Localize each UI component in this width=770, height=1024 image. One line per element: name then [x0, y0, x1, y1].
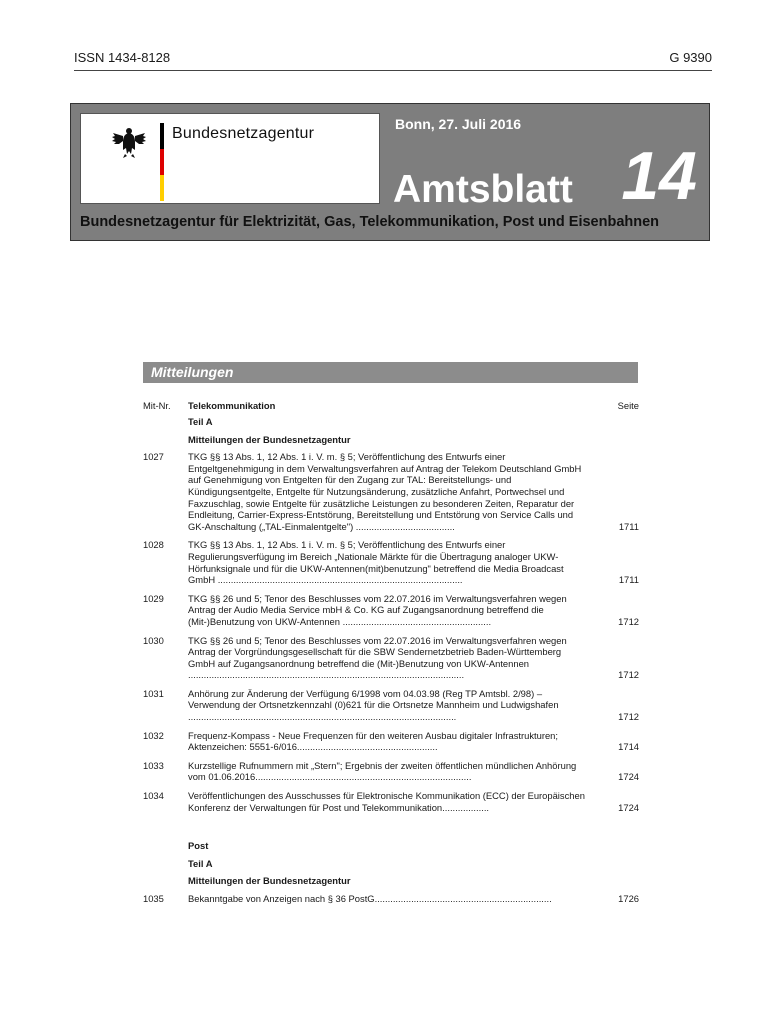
toc-entry[interactable] — [143, 593, 639, 628]
flag-stripe-red — [160, 149, 164, 175]
entry-page: 1712 — [618, 615, 639, 627]
issue-number: 14 — [621, 138, 697, 214]
entry-page: 1711 — [618, 574, 639, 586]
entry-number: 1034 — [143, 790, 164, 802]
issue-date: Bonn, 27. Juli 2016 — [395, 116, 522, 132]
table-of-contents — [143, 400, 639, 912]
entry-title: TKG §§ 13 Abs. 1, 12 Abs. 1 i. V. m. § 5; Veröffentlichung des Entwurfs einer Regulierungsverfügung im Bereich „Nationale Märkte für die Übertragung analoger UKW-Hörfunksignale und für die UKW-Antennen(mit)benutzung" betreffend die Media Broadcast GmbH .............................................................................................. — [188, 539, 564, 586]
issn-number: ISSN 1434-8128 — [74, 50, 171, 65]
spacer — [143, 820, 639, 840]
telekom-entry-list — [143, 451, 639, 813]
entry-number: 1032 — [143, 729, 164, 741]
entry-number: 1027 — [143, 451, 164, 463]
category-heading-post: Post — [188, 840, 209, 852]
entry-page: 1712 — [618, 711, 639, 723]
entry-title: Veröffentlichungen des Ausschusses für Elektronische Kommunikation (ECC) der Europäischen Konferenz der Verwaltungen für Post und Telekommunikation.................. — [188, 790, 585, 813]
page-header-line — [74, 50, 712, 71]
publication-title: Amtsblatt — [393, 168, 573, 211]
subheading: Mitteilungen der Bundesnetzagentur — [188, 875, 351, 887]
entry-page: 1711 — [618, 520, 639, 532]
entry-title: TKG §§ 13 Abs. 1, 12 Abs. 1 i. V. m. § 5; Veröffentlichung des Entwurfs einer Entgeltgenehmigung in dem Verwaltungsverfahren auf Antrag der Telekom Deutschland GmbH auf Genehmigung von Entgelten für den Zugang zur TAL: Bereitstellungs- und Kündigungsentgelte, Entgelte für Nutzungsänderung, zusätzliche Anfahrt, Portwechsel und Faxzuschlag, sowie Entgelte für zusätzliche Leistungen zu besonderen Zeiten, Reparatur der Endleitung, Carrier-Express-Entstörung, Bereitstellung und Entstörung von Service Calls und GK-Anschaltung („TAL-Einmalentgelte") ...................................... — [188, 451, 582, 532]
post-entry-list — [143, 893, 639, 905]
toc-entry[interactable] — [143, 539, 639, 585]
publication-subtitle: Bundesnetzagentur für Elektrizität, Gas, Telekommunikation, Post und Eisenbahnen — [80, 214, 660, 230]
entry-number: 1029 — [143, 592, 164, 604]
entry-title: Bekanntgabe von Anzeigen nach § 36 PostG.................................................................... — [188, 893, 552, 904]
masthead — [70, 103, 710, 241]
flag-stripe-black — [160, 123, 164, 149]
entry-title: Anhörung zur Änderung der Verfügung 6/1998 vom 04.03.98 (Reg TP Amtsbl. 2/98) – Verwendung der Ortsnetzkennzahl (0)621 für die Ortsnetze Mannheim und Ludwigshafen ....................................................................................................... — [188, 687, 559, 723]
toc-column-header — [143, 400, 639, 416]
toc-entry[interactable] — [143, 893, 639, 905]
entry-page: 1714 — [618, 741, 639, 753]
category-heading-telekom: Telekommunikation — [188, 400, 276, 411]
part-label: Teil A — [188, 416, 213, 427]
toc-entry[interactable] — [143, 760, 639, 783]
entry-title: TKG §§ 26 und 5; Tenor des Beschlusses vom 22.07.2016 im Verwaltungsverfahren wegen Antrag der Audio Media Service mbH & Co. KG auf Zugangsanordnung betreffend die (Mit-)Benutzung von UKW-Antennen ......................................................... — [188, 592, 567, 627]
agency-logo-box — [80, 113, 380, 204]
entry-number: 1030 — [143, 634, 164, 646]
federal-eagle-icon — [111, 124, 147, 160]
entry-title: Frequenz-Kompass - Neue Frequenzen für den weiteren Ausbau digitaler Infrastrukturen; Aktenzeichen: 5551-6/016...................................................... — [188, 729, 558, 753]
entry-page: 1712 — [618, 669, 639, 681]
part-label: Teil A — [188, 857, 213, 869]
entry-number: 1033 — [143, 759, 164, 771]
agency-name: Bundesnetzagentur — [172, 125, 315, 142]
toc-entry[interactable] — [143, 451, 639, 532]
subheading: Mitteilungen der Bundesnetzagentur — [188, 433, 351, 445]
entry-number: 1031 — [143, 687, 164, 699]
entry-number: 1028 — [143, 539, 164, 551]
entry-page: 1726 — [618, 893, 639, 905]
toc-entry[interactable] — [143, 635, 639, 681]
entry-page: 1724 — [618, 771, 639, 783]
column-page-label: Seite — [617, 400, 639, 411]
entry-page: 1724 — [618, 801, 639, 813]
toc-entry[interactable] — [143, 790, 639, 813]
flag-stripe — [160, 123, 164, 201]
entry-title: Kurzstellige Rufnummern mit „Stern"; Ergebnis der zweiten öffentlichen mündlichen Anhörung vom 01.06.2016................................................................................... — [188, 759, 577, 783]
section-title-bar: Mitteilungen — [143, 362, 638, 383]
toc-entry[interactable] — [143, 730, 639, 753]
toc-entry[interactable] — [143, 688, 639, 723]
entry-title: TKG §§ 26 und 5; Tenor des Beschlusses vom 22.07.2016 im Verwaltungsverfahren wegen Antrag der Vorgründungsgesellschaft für die SBW Sendernetzbetrieb Baden-Württemberg GmbH auf Zugangsanordnung betreffend die (Mit-)Benutzung von UKW-Antennen .......................................................................................................... — [188, 634, 567, 681]
entry-number: 1035 — [143, 893, 164, 904]
flag-stripe-gold — [160, 175, 164, 201]
publication-code: G 9390 — [669, 50, 712, 65]
column-nr-label: Mit-Nr. — [143, 400, 171, 411]
